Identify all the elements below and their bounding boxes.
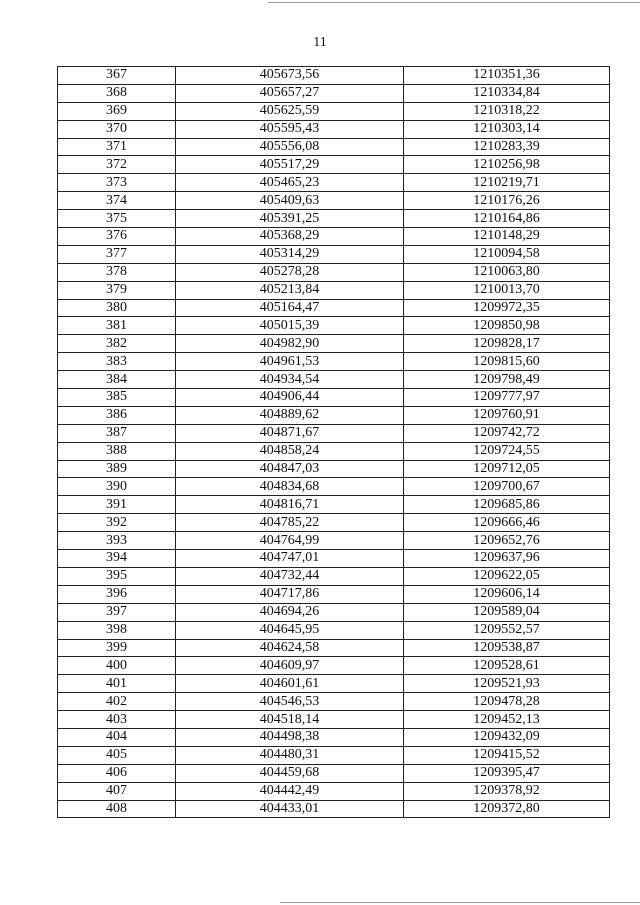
point-number-cell: 387: [58, 424, 176, 442]
x-coordinate-cell: 405657,27: [176, 84, 404, 102]
y-coordinate-cell: 1209850,98: [404, 317, 610, 335]
y-coordinate-cell: 1209589,04: [404, 603, 610, 621]
y-coordinate-cell: 1209372,80: [404, 800, 610, 818]
table-row: [58, 424, 610, 442]
table-row: [58, 603, 610, 621]
y-coordinate-cell: 1209712,05: [404, 460, 610, 478]
table-row: [58, 442, 610, 460]
point-number-cell: 394: [58, 550, 176, 568]
y-coordinate-cell: 1210351,36: [404, 67, 610, 85]
point-number-cell: 404: [58, 728, 176, 746]
table-row: [58, 711, 610, 729]
x-coordinate-cell: 405625,59: [176, 102, 404, 120]
x-coordinate-cell: 404601,61: [176, 675, 404, 693]
point-number-cell: 392: [58, 514, 176, 532]
y-coordinate-cell: 1209666,46: [404, 514, 610, 532]
table-row: [58, 245, 610, 263]
x-coordinate-cell: 404764,99: [176, 532, 404, 550]
point-number-cell: 397: [58, 603, 176, 621]
point-number-cell: 401: [58, 675, 176, 693]
point-number-cell: 381: [58, 317, 176, 335]
point-number-cell: 385: [58, 389, 176, 407]
x-coordinate-cell: 404871,67: [176, 424, 404, 442]
x-coordinate-cell: 404732,44: [176, 567, 404, 585]
table-row: [58, 639, 610, 657]
point-number-cell: 382: [58, 335, 176, 353]
table-row: [58, 353, 610, 371]
x-coordinate-cell: 405409,63: [176, 192, 404, 210]
x-coordinate-cell: 404717,86: [176, 585, 404, 603]
y-coordinate-cell: 1209700,67: [404, 478, 610, 496]
y-coordinate-cell: 1210303,14: [404, 120, 610, 138]
y-coordinate-cell: 1210176,26: [404, 192, 610, 210]
x-coordinate-cell: 404518,14: [176, 711, 404, 729]
table-row: [58, 84, 610, 102]
coordinates-table: [57, 66, 610, 818]
table-row: [58, 335, 610, 353]
x-coordinate-cell: 405595,43: [176, 120, 404, 138]
point-number-cell: 388: [58, 442, 176, 460]
point-number-cell: 376: [58, 228, 176, 246]
x-coordinate-cell: 404480,31: [176, 746, 404, 764]
table-row: [58, 567, 610, 585]
y-coordinate-cell: 1210219,71: [404, 174, 610, 192]
x-coordinate-cell: 405391,25: [176, 210, 404, 228]
point-number-cell: 393: [58, 532, 176, 550]
table-row: [58, 174, 610, 192]
table-row: [58, 389, 610, 407]
table-row: [58, 156, 610, 174]
table-row: [58, 192, 610, 210]
point-number-cell: 375: [58, 210, 176, 228]
x-coordinate-cell: 405278,28: [176, 263, 404, 281]
table-row: [58, 102, 610, 120]
point-number-cell: 395: [58, 567, 176, 585]
x-coordinate-cell: 404889,62: [176, 406, 404, 424]
point-number-cell: 399: [58, 639, 176, 657]
x-coordinate-cell: 405213,84: [176, 281, 404, 299]
x-coordinate-cell: 404858,24: [176, 442, 404, 460]
table-row: [58, 550, 610, 568]
point-number-cell: 398: [58, 621, 176, 639]
table-row: [58, 228, 610, 246]
table-row: [58, 371, 610, 389]
table-row: [58, 299, 610, 317]
table-row: [58, 764, 610, 782]
point-number-cell: 379: [58, 281, 176, 299]
point-number-cell: 386: [58, 406, 176, 424]
scan-edge-top: [268, 2, 640, 3]
y-coordinate-cell: 1209552,57: [404, 621, 610, 639]
point-number-cell: 367: [58, 67, 176, 85]
point-number-cell: 370: [58, 120, 176, 138]
y-coordinate-cell: 1209432,09: [404, 728, 610, 746]
y-coordinate-cell: 1209972,35: [404, 299, 610, 317]
point-number-cell: 374: [58, 192, 176, 210]
point-number-cell: 380: [58, 299, 176, 317]
y-coordinate-cell: 1209538,87: [404, 639, 610, 657]
y-coordinate-cell: 1209760,91: [404, 406, 610, 424]
x-coordinate-cell: 404442,49: [176, 782, 404, 800]
point-number-cell: 369: [58, 102, 176, 120]
x-coordinate-cell: 405673,56: [176, 67, 404, 85]
point-number-cell: 384: [58, 371, 176, 389]
y-coordinate-cell: 1209685,86: [404, 496, 610, 514]
point-number-cell: 391: [58, 496, 176, 514]
y-coordinate-cell: 1210318,22: [404, 102, 610, 120]
table-row: [58, 621, 610, 639]
table-row: [58, 746, 610, 764]
x-coordinate-cell: 405556,08: [176, 138, 404, 156]
x-coordinate-cell: 404694,26: [176, 603, 404, 621]
table-row: [58, 406, 610, 424]
table-row: [58, 800, 610, 818]
page-number: 11: [313, 35, 327, 50]
y-coordinate-cell: 1209724,55: [404, 442, 610, 460]
y-coordinate-cell: 1210063,80: [404, 263, 610, 281]
x-coordinate-cell: 404546,53: [176, 693, 404, 711]
point-number-cell: 403: [58, 711, 176, 729]
x-coordinate-cell: 404961,53: [176, 353, 404, 371]
x-coordinate-cell: 404847,03: [176, 460, 404, 478]
x-coordinate-cell: 404645,95: [176, 621, 404, 639]
point-number-cell: 408: [58, 800, 176, 818]
table-row: [58, 675, 610, 693]
table-row: [58, 478, 610, 496]
table-row: [58, 138, 610, 156]
y-coordinate-cell: 1209606,14: [404, 585, 610, 603]
table-row: [58, 67, 610, 85]
point-number-cell: 373: [58, 174, 176, 192]
table-row: [58, 460, 610, 478]
point-number-cell: 402: [58, 693, 176, 711]
point-number-cell: 383: [58, 353, 176, 371]
y-coordinate-cell: 1209395,47: [404, 764, 610, 782]
x-coordinate-cell: 405164,47: [176, 299, 404, 317]
x-coordinate-cell: 404785,22: [176, 514, 404, 532]
x-coordinate-cell: 404834,68: [176, 478, 404, 496]
y-coordinate-cell: 1210013,70: [404, 281, 610, 299]
y-coordinate-cell: 1209777,97: [404, 389, 610, 407]
point-number-cell: 377: [58, 245, 176, 263]
table-row: [58, 585, 610, 603]
point-number-cell: 400: [58, 657, 176, 675]
x-coordinate-cell: 404982,90: [176, 335, 404, 353]
y-coordinate-cell: 1209415,52: [404, 746, 610, 764]
point-number-cell: 371: [58, 138, 176, 156]
point-number-cell: 405: [58, 746, 176, 764]
table-row: [58, 693, 610, 711]
table-row: [58, 657, 610, 675]
table-row: [58, 782, 610, 800]
x-coordinate-cell: 405517,29: [176, 156, 404, 174]
x-coordinate-cell: 404816,71: [176, 496, 404, 514]
table-row: [58, 281, 610, 299]
table-row: [58, 496, 610, 514]
x-coordinate-cell: 405368,29: [176, 228, 404, 246]
table-row: [58, 120, 610, 138]
point-number-cell: 389: [58, 460, 176, 478]
point-number-cell: 390: [58, 478, 176, 496]
y-coordinate-cell: 1209521,93: [404, 675, 610, 693]
x-coordinate-cell: 404747,01: [176, 550, 404, 568]
point-number-cell: 368: [58, 84, 176, 102]
y-coordinate-cell: 1210164,86: [404, 210, 610, 228]
y-coordinate-cell: 1209528,61: [404, 657, 610, 675]
table-row: [58, 210, 610, 228]
y-coordinate-cell: 1209378,92: [404, 782, 610, 800]
y-coordinate-cell: 1209742,72: [404, 424, 610, 442]
y-coordinate-cell: 1209452,13: [404, 711, 610, 729]
x-coordinate-cell: 404906,44: [176, 389, 404, 407]
scan-edge-bottom: [280, 902, 640, 903]
table-row: [58, 317, 610, 335]
point-number-cell: 406: [58, 764, 176, 782]
x-coordinate-cell: 405314,29: [176, 245, 404, 263]
y-coordinate-cell: 1209478,28: [404, 693, 610, 711]
y-coordinate-cell: 1209637,96: [404, 550, 610, 568]
y-coordinate-cell: 1210334,84: [404, 84, 610, 102]
table-row: [58, 728, 610, 746]
point-number-cell: 372: [58, 156, 176, 174]
table-row: [58, 532, 610, 550]
point-number-cell: 407: [58, 782, 176, 800]
x-coordinate-cell: 404624,58: [176, 639, 404, 657]
y-coordinate-cell: 1210256,98: [404, 156, 610, 174]
table-row: [58, 514, 610, 532]
y-coordinate-cell: 1209622,05: [404, 567, 610, 585]
x-coordinate-cell: 405465,23: [176, 174, 404, 192]
y-coordinate-cell: 1209798,49: [404, 371, 610, 389]
y-coordinate-cell: 1209652,76: [404, 532, 610, 550]
y-coordinate-cell: 1209828,17: [404, 335, 610, 353]
table-row: [58, 263, 610, 281]
y-coordinate-cell: 1210283,39: [404, 138, 610, 156]
x-coordinate-cell: 404498,38: [176, 728, 404, 746]
y-coordinate-cell: 1210094,58: [404, 245, 610, 263]
y-coordinate-cell: 1209815,60: [404, 353, 610, 371]
coordinates-table-body: [58, 67, 610, 818]
x-coordinate-cell: 404609,97: [176, 657, 404, 675]
x-coordinate-cell: 404459,68: [176, 764, 404, 782]
x-coordinate-cell: 404934,54: [176, 371, 404, 389]
point-number-cell: 378: [58, 263, 176, 281]
x-coordinate-cell: 404433,01: [176, 800, 404, 818]
y-coordinate-cell: 1210148,29: [404, 228, 610, 246]
point-number-cell: 396: [58, 585, 176, 603]
x-coordinate-cell: 405015,39: [176, 317, 404, 335]
